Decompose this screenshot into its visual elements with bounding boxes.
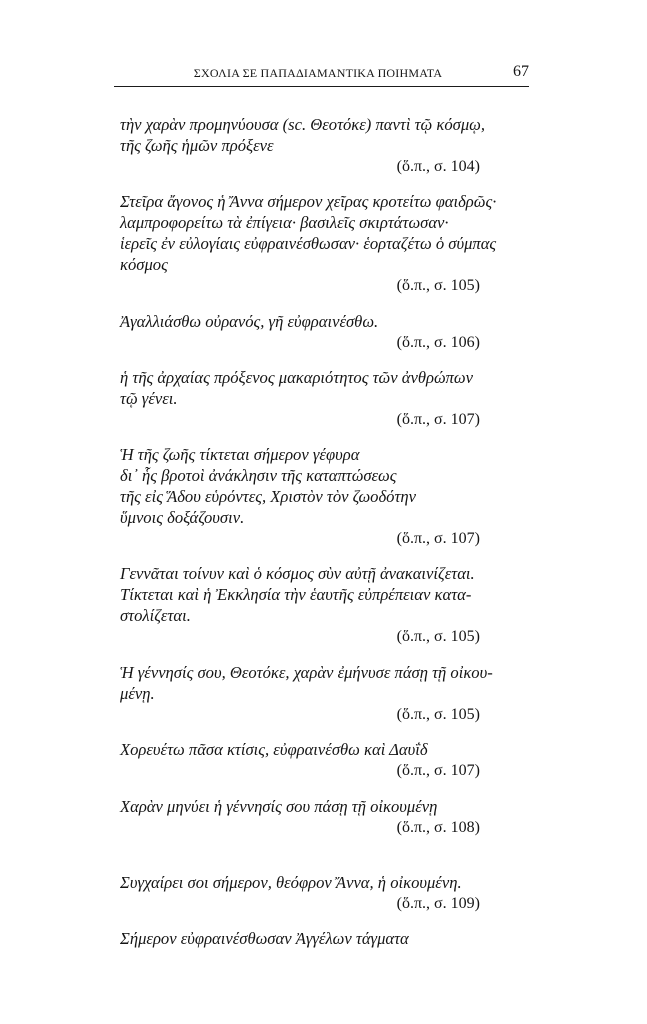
quotation-line: ἱερεῖς ἐν εὐλογίαις εὐφραινέσθωσαν· ἑορταζέτω ὁ σύμπας <box>120 234 497 253</box>
quotation-entry <box>120 796 480 838</box>
quotation-line: Στεῖρα ἄγονος ἡ Ἄννα σήμερον χεῖρας κροτείτω φαιδρῶς· <box>120 192 497 211</box>
quotation-entry <box>120 872 480 914</box>
citation: (ὅ.π., σ. 106) <box>396 334 480 351</box>
quotation-line: κόσμος <box>120 255 168 274</box>
quotation-entry <box>120 311 480 353</box>
quotation-line: Ἀγαλλιάσθω οὐρανός, γῆ εὐφραινέσθω. <box>120 312 379 331</box>
quotation-line: λαμπροφορείτω τὰ ἐπίγεια· βασιλεῖς σκιρτάτωσαν· <box>120 213 449 232</box>
quotation-line: τῆς εἰς Ἅδου εὑρόντες, Χριστὸν τὸν ζωοδότην <box>120 487 417 506</box>
citation: (ὅ.π., σ. 108) <box>396 819 480 836</box>
quotation-line: ἡ τῆς ἀρχαίας πρόξενος μακαριότητος τῶν ἀνθρώπων <box>120 368 473 387</box>
quotation-line: Συγχαίρει σοι σήμερον, θεόφρον Ἄννα, ἡ οἰκουμένη. <box>120 873 462 892</box>
quotation-line: Ἡ τῆς ζωῆς τίκτεται σήμερον γέφυρα <box>120 445 360 464</box>
quotation-entry <box>120 367 480 430</box>
quotation-entry <box>120 563 480 647</box>
quotation-line: δι᾽ ἧς βροτοὶ ἀνάκλησιν τῆς καταπτώσεως <box>120 466 397 485</box>
running-title: ΣΧΟΛΙΑ ΣΕ ΠΑΠΑΔΙΑΜΑΝΤΙΚΑ ΠΟΙΗΜΑΤΑ <box>193 66 443 80</box>
citation: (ὅ.π., σ. 107) <box>396 762 480 779</box>
quotation-entry <box>120 662 493 725</box>
quotation-line: Χορευέτω πᾶσα κτίσις, εὐφραινέσθω καὶ Δαυΐδ <box>120 740 428 759</box>
citation: (ὅ.π., σ. 109) <box>396 895 480 912</box>
quotation-line: τῆς ζωῆς ἡμῶν πρόξενε <box>120 136 274 155</box>
citation: (ὅ.π., σ. 104) <box>396 158 480 175</box>
quotation-line: Τίκτεται καὶ ἡ Ἐκκλησία τὴν ἑαυτῆς εὐπρέπειαν κατα- <box>120 585 472 604</box>
quotation-line: Ἡ γέννησίς σου, Θεοτόκε, χαρὰν ἐμήνυσε πάσῃ τῇ οἰκου- <box>120 663 493 682</box>
page-body <box>120 114 497 949</box>
citation: (ὅ.π., σ. 105) <box>396 706 480 723</box>
quotation-entry <box>120 739 480 781</box>
citation: (ὅ.π., σ. 107) <box>396 411 480 428</box>
quotation-entry <box>120 114 486 177</box>
running-head <box>114 64 529 88</box>
quotation-entry <box>120 928 480 949</box>
header-rule <box>114 86 529 87</box>
page-number: 67 <box>513 63 529 80</box>
quotation-line: τῷ γένει. <box>120 389 178 408</box>
citation: (ὅ.π., σ. 105) <box>396 277 480 294</box>
quotation-line: Χαρὰν μηνύει ἡ γέννησίς σου πάσῃ τῇ οἰκουμένῃ <box>120 797 438 816</box>
quotation-line: μένῃ. <box>120 684 155 703</box>
quotation-line: Γεννᾶται τοίνυν καὶ ὁ κόσμος σὺν αὐτῇ ἀνακαινίζεται. <box>120 564 475 583</box>
quotation-entry <box>120 191 497 296</box>
quotation-line: τὴν χαρὰν προμηνύουσα (sc. Θεοτόκε) παντὶ τῷ κόσμῳ, <box>120 115 486 134</box>
citation: (ὅ.π., σ. 107) <box>396 530 480 547</box>
quotation-line: ὕμνοις δοξάζουσιν. <box>120 508 245 527</box>
quotation-line: Σήμερον εὐφραινέσθωσαν Ἀγγέλων τάγματα <box>120 929 409 948</box>
quotation-entry <box>120 444 480 549</box>
quotation-line: στολίζεται. <box>120 606 191 625</box>
citation: (ὅ.π., σ. 105) <box>396 628 480 645</box>
